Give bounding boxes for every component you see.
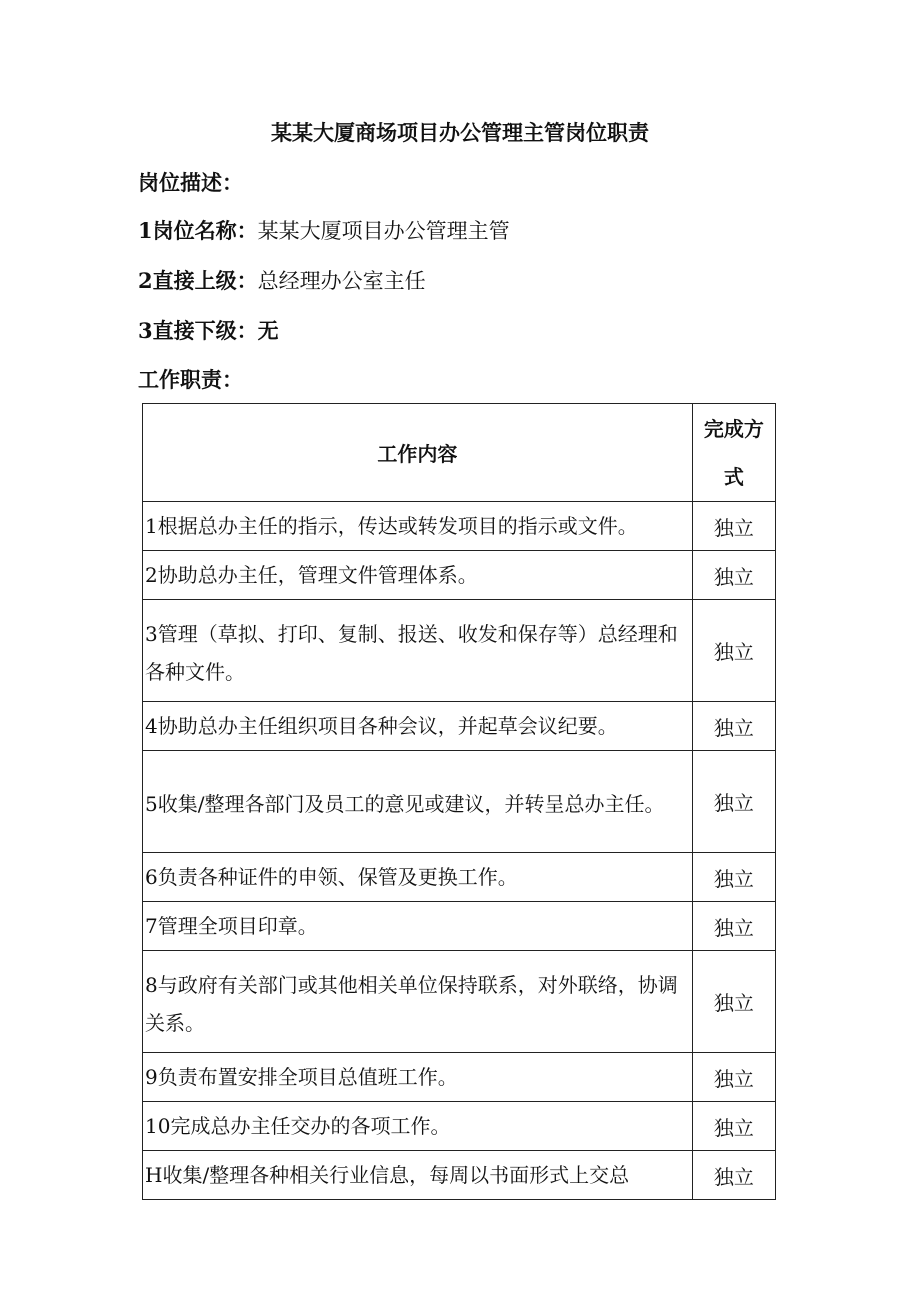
duty-content: 6负责各种证件的申领、保管及更换工作。: [143, 853, 693, 902]
table-row: [143, 751, 776, 853]
header-content: 工作内容: [143, 404, 693, 502]
duty-mode: 独立: [692, 600, 775, 702]
duty-content: 10完成总办主任交办的各项工作。: [143, 1102, 693, 1151]
duties-heading-text: 工作职责：: [138, 367, 243, 392]
duty-content: 3管理（草拟、打印、复制、报送、收发和保存等）总经理和各种文件。: [143, 600, 693, 702]
table-row: [143, 1151, 776, 1200]
duty-content: H收集/整理各种相关行业信息，每周以书面形式上交总: [143, 1151, 693, 1200]
field-label: 2直接上级：: [138, 268, 258, 293]
duty-content: 8与政府有关部门或其他相关单位保持联系，对外联络，协调关系。: [143, 951, 693, 1053]
field-position-name: [138, 215, 510, 247]
duty-content: 2协助总办主任，管理文件管理体系。: [143, 551, 693, 600]
document-title: 某某大厦商场项目办公管理主管岗位职责: [271, 120, 649, 145]
duties-table: [142, 403, 776, 1200]
duty-mode: 独立: [692, 1151, 775, 1200]
duty-mode: 独立: [692, 751, 775, 853]
field-direct-superior: [138, 265, 426, 297]
field-label: 1岗位名称：: [138, 218, 258, 243]
field-direct-subordinate: [138, 315, 279, 347]
duty-mode: 独立: [692, 502, 775, 551]
header-mode: 完成方式: [692, 404, 775, 502]
duty-content: 4协助总办主任组织项目各种会议，并起草会议纪要。: [143, 702, 693, 751]
table-row: [143, 502, 776, 551]
field-value: 无: [257, 318, 279, 343]
duty-mode: 独立: [692, 902, 775, 951]
duty-mode: 独立: [692, 1102, 775, 1151]
description-heading: [138, 167, 243, 199]
duty-mode: 独立: [692, 702, 775, 751]
table-row: [143, 853, 776, 902]
table-row: [143, 1102, 776, 1151]
duty-mode: 独立: [692, 1053, 775, 1102]
field-value: 某某大厦项目办公管理主管: [257, 219, 510, 243]
duty-mode: 独立: [692, 853, 775, 902]
field-label: 3直接下级：: [138, 318, 258, 343]
table-row: [143, 1053, 776, 1102]
table-row: [143, 600, 776, 702]
duty-content: 1根据总办主任的指示，传达或转发项目的指示或文件。: [143, 502, 693, 551]
table-header-row: [143, 404, 776, 502]
duty-mode: 独立: [692, 951, 775, 1053]
duty-content: 9负责布置安排全项目总值班工作。: [143, 1053, 693, 1102]
description-heading-text: 岗位描述：: [138, 170, 243, 195]
duty-mode: 独立: [692, 551, 775, 600]
field-value: 总经理办公室主任: [257, 269, 426, 293]
table-row: [143, 702, 776, 751]
table-row: [143, 951, 776, 1053]
duty-content: 7管理全项目印章。: [143, 902, 693, 951]
duties-heading: [138, 364, 243, 396]
duty-content: 5收集/整理各部门及员工的意见或建议，并转呈总办主任。: [143, 751, 693, 853]
table-row: [143, 551, 776, 600]
table-row: [143, 902, 776, 951]
